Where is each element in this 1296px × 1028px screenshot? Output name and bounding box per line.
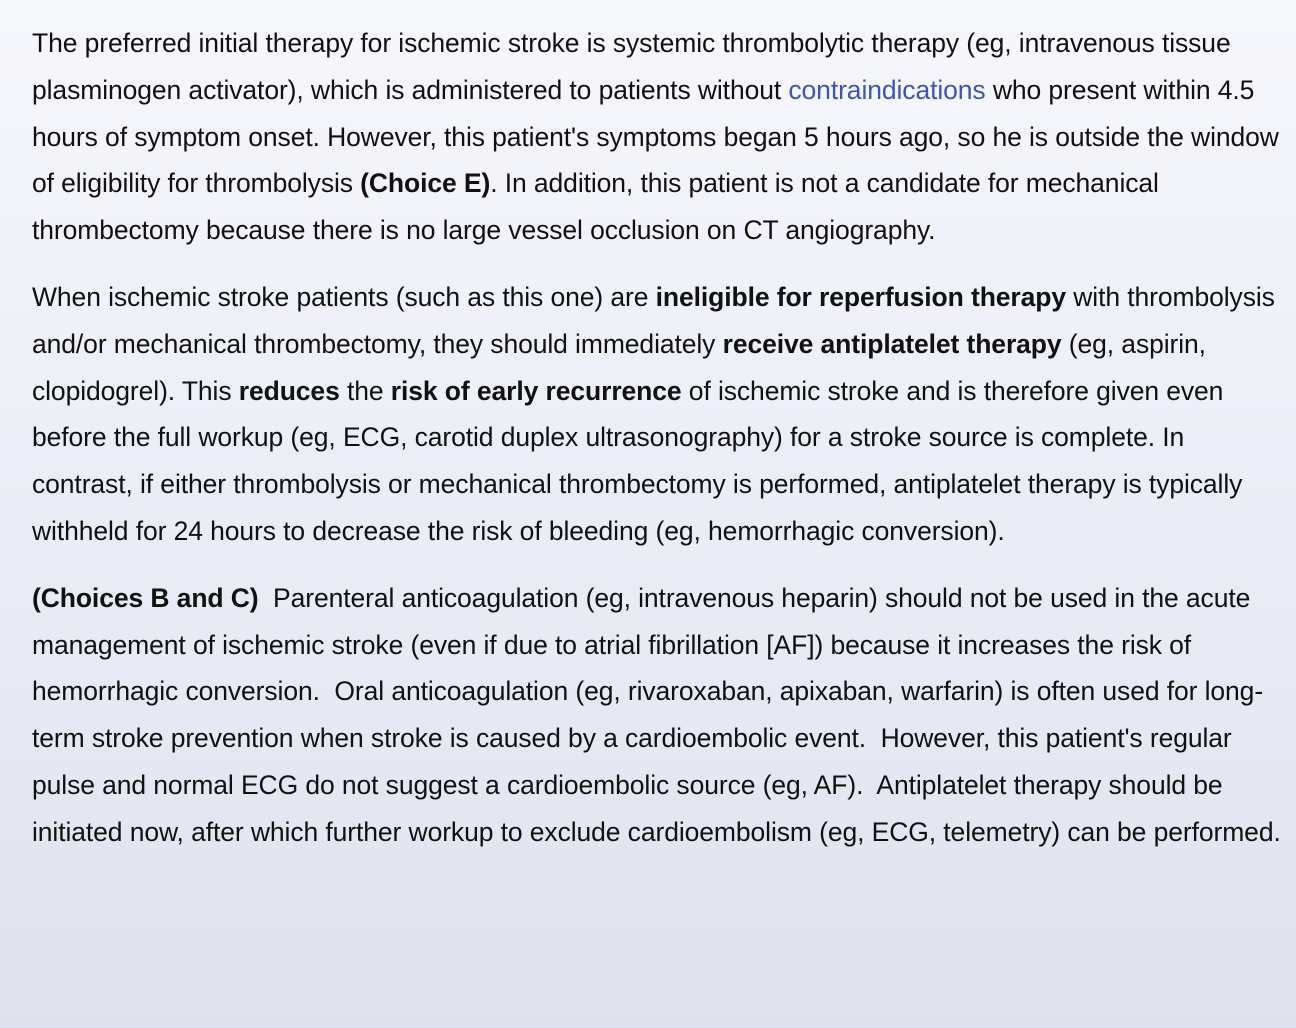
p2-text-5: of ischemic stroke and is therefore given even before the full workup (eg, ECG, carotid duplex ultrasonography) for a stroke source is complete. In contrast, if either thrombolysis or mechanical thrombectomy is performed, antiplatelet therapy is typically withheld for 24 hours to decrease the risk of bleeding (eg, hemorrhagic conversion). [32, 375, 1243, 546]
explanation-body [32, 20, 1284, 876]
paragraph-anticoagulation [32, 575, 1284, 856]
p1-text-1: The preferred initial therapy for ischemic stroke is systemic thrombolytic therapy (eg, intravenous tissue plasminogen activator), which is administered to patients without [32, 28, 1231, 105]
choices-b-c-reference: (Choices B and C) [32, 582, 259, 613]
p2-bold-1: ineligible for reperfusion therapy [655, 281, 1066, 312]
paragraph-thrombolysis [32, 20, 1284, 254]
p2-text-4: the [339, 375, 391, 406]
paragraph-antiplatelet [32, 274, 1284, 555]
p1-text-2: who present within 4.5 hours of symptom onset. However, this patient's symptoms began 5 hours ago, so he is outside the window of eligibility for thrombolysis [32, 74, 1279, 199]
choice-e-reference: (Choice E) [360, 168, 491, 199]
p2-bold-4: risk of early recurrence [390, 375, 682, 406]
p2-text-2: with thrombolysis and/or mechanical thrombectomy, they should immediately [32, 281, 1275, 359]
p2-text-1: When ischemic stroke patients (such as this one) are [32, 281, 656, 312]
p2-text-3: (eg, aspirin, clopidogrel). This [32, 328, 1206, 406]
p2-bold-2: receive antiplatelet therapy [722, 328, 1062, 359]
p2-bold-3: reduces [238, 375, 340, 406]
contraindications-link[interactable]: contraindications [788, 74, 986, 105]
p1-text-3: . In addition, this patient is not a candidate for mechanical thrombectomy because there is no large vessel occlusion on CT angiography. [32, 168, 1159, 246]
p3-text-1: Parenteral anticoagulation (eg, intravenous heparin) should not be used in the acute management of ischemic stroke (even if due to atrial fibrillation [AF]) because it increases the risk of hemorrhagic conversion. Oral anticoagulation (eg, rivaroxaban, apixaban, warfarin) is often used for long-term stroke prevention when stroke is caused by a cardioembolic event. However, this patient's regular pulse and normal ECG do not suggest a cardioembolic source (eg, AF). Antiplatelet therapy should be initiated now, after which further workup to exclude cardioembolism (eg, ECG, telemetry) can be performed. [32, 582, 1281, 847]
